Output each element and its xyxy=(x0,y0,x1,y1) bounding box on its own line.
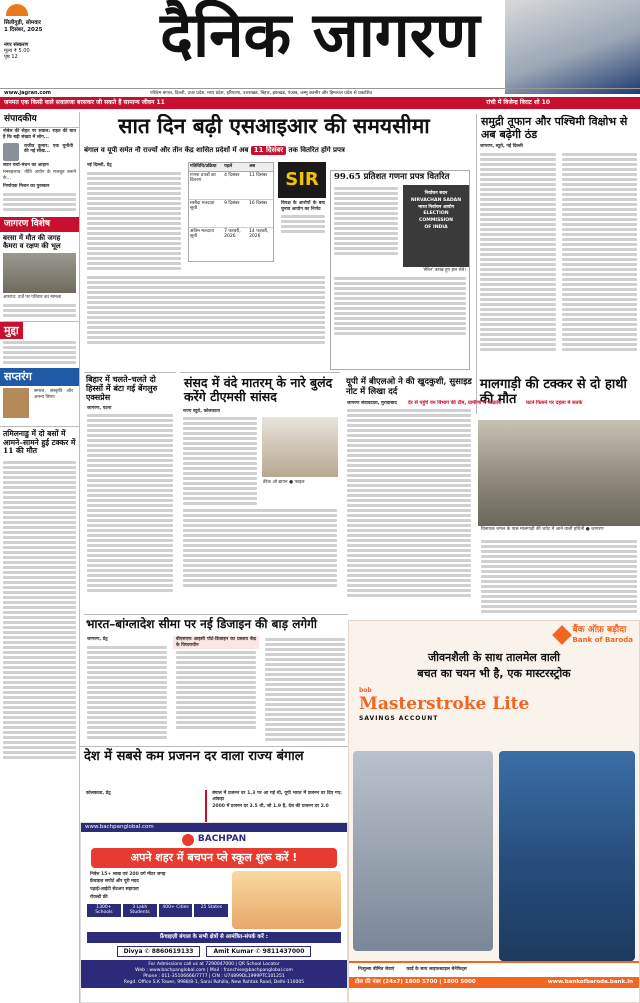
election-commission-sign: निर्वाचन सदन NIRVACHAN SADAN भारत निर्वाचन आयोग ELECTION COMMISSION OF INDIA xyxy=(403,185,469,267)
bob-product: Masterstroke Lite xyxy=(359,694,530,714)
bachpan-bullet: पढ़ाई/आईटी सेटअप सहायता xyxy=(90,887,139,893)
bob-perk: निःशुल्क बीमित सेवाएं xyxy=(358,967,395,972)
bachpan-bullet: फ्रेंचाइज़ सपोर्ट और पूरी मदद xyxy=(90,879,139,885)
table-row: मसौदा मतदाता सूची 9 दिसंबर 16 दिसंबर xyxy=(189,200,273,228)
elephant-photo-caption: विनायक जंगल के पास मालगाड़ी की चपेट में आने वाली हथिनी ● जागरण xyxy=(481,527,604,532)
editorial-item[interactable]: सदन चर्चा-मंथन का आहान xyxy=(3,162,49,168)
bob-tagline: जीवनशैली के साथ तालमेल वाली xyxy=(428,651,560,664)
elephant-headline[interactable]: मालगाड़ी की टक्कर से दो हाथी की मौत xyxy=(480,377,627,407)
editorial-item[interactable]: मनबहलाव: नीति अयोग के मजबूत बनाने के... xyxy=(3,170,76,182)
bob-scene-photo xyxy=(353,751,493,951)
derek-photo xyxy=(262,417,338,477)
bob-ad[interactable] xyxy=(348,620,640,1003)
fertility-stat: बंगाल में प्रजनन दर 1.3 पर आ गई थी, यूपी भारत में प्रजनन दर दिए गए: आंकड़ा xyxy=(212,791,342,802)
fertility-stat: 2000 में प्रजनन दर 3.5 थी, जो 1.9 है, देश की प्रजनन दर 2.0 xyxy=(212,804,329,810)
border-body xyxy=(84,636,348,744)
topbar-right[interactable]: रांची में विजेन्द्र विराट शो 10 xyxy=(486,99,550,106)
up-blo-dateline: जागरण संवाददाता, मुरादाबाद xyxy=(347,400,397,406)
bob-tagline: बचत का चयन भी है, एक मास्टरस्ट्रोक xyxy=(417,666,571,680)
bachpan-brand: BACHPAN xyxy=(197,834,247,845)
bob-product-small: bob xyxy=(359,686,372,694)
up-blo-headline[interactable]: यूपी में बीएलओ ने की खुदकुशी, सुसाइड नोट में लिखा दर्द xyxy=(346,377,472,397)
left-sidebar xyxy=(0,112,80,1003)
deadline-badge: 11 दिसंबर xyxy=(251,146,286,155)
bob-brand-hi: बैंक ऑफ़ बड़ौदा xyxy=(572,625,627,635)
columnist-photo xyxy=(3,143,19,161)
saptrang-photo xyxy=(3,388,29,418)
border-dateline: जागरण, प्रेट्र xyxy=(87,637,108,642)
sansad-story xyxy=(180,372,340,612)
bachpan-stat: 400+ Cities xyxy=(159,904,193,917)
edition-strip xyxy=(0,88,640,96)
lead-dateline: नई दिल्ली, प्रेट्र xyxy=(87,163,112,168)
bachpan-url[interactable]: www.bachpanglobal.com xyxy=(81,823,347,832)
editions-list: पश्चिम बंगाल, दिल्ली, उत्तर प्रदेश, मध्य प्रदेश, हरियाणा, उत्तराखंड, बिहार, झारखंड, पंजाब, जम्मू कश्मीर और हिमाचल प्रदेश से प्रकाशित xyxy=(150,90,373,96)
website[interactable]: www.jagran.com xyxy=(4,90,52,96)
bob-ambassador-photo xyxy=(499,751,635,961)
bob-site[interactable]: www.bankofbaroda.bank.in xyxy=(547,978,633,985)
bachpan-bullet: रॉयल्टी फ्री xyxy=(90,894,108,900)
bachpan-contact-title: फ्रैंचाइज़ी बंगाल के सभी क्षेत्रों से आमंत्रित-संपर्क करें : xyxy=(87,932,341,943)
table-header: पहले xyxy=(224,164,233,169)
table-row: अंतिम मतदाता सूची 7 फरवरी, 2026 14 फरवरी, 2026 xyxy=(190,228,269,240)
weather-dateline: जागरण, ब्यूरो, नई दिल्ली xyxy=(480,144,523,150)
bachpan-banner: अपने शहर में बचपन प्ले स्कूल शुरू करें ! xyxy=(91,848,337,868)
bachpan-bullet: निवेश 15+ लाख एवं 200 वर्ग मीटर जगह xyxy=(90,871,166,877)
editorial-item[interactable]: निर्णायक मिशन का पुरस्कार xyxy=(3,183,50,189)
table-row: गणना प्रपत्रों का वितरण 4 दिसंबर 11 दिसंबर xyxy=(189,172,273,200)
bachpan-stat: 25 States xyxy=(194,904,228,917)
editorial-item[interactable]: राजीव कुमार: एक चुनौती की नई सीख... xyxy=(24,143,73,155)
bihar-story xyxy=(84,372,176,612)
weather-headline[interactable]: समुद्री तूफान और पश्चिमी विक्षोभ से अब बढ़ेगी ठंड xyxy=(481,115,628,141)
sansad-photo-caption: डेरेक ओ ब्रायन ● फाइल xyxy=(263,480,305,486)
bob-product-sub: SAVINGS ACCOUNT xyxy=(359,715,439,723)
masthead-photo xyxy=(505,0,640,94)
masthead-title: दैनिक जागरण xyxy=(160,0,480,70)
editorial-title: संपादकीय xyxy=(0,112,79,128)
bachpan-stat: 3 Lakh Students xyxy=(123,904,157,917)
saptrang-label: सप्तरंग xyxy=(0,368,79,386)
border-headline[interactable]: भारत–बांग्लादेश सीमा पर नई डिजाइन की बाड़ लगेगी xyxy=(86,617,317,631)
masthead-info xyxy=(4,4,124,84)
info-photo-caption: 'सैरेल' उत्पन्न हुए हल लेते। xyxy=(422,267,466,273)
topbar-left[interactable]: जनमत एक किसी वाले सवालजा बरसकर जी सकते हैं सामान्य जीवन 11 xyxy=(4,99,165,106)
fertility-headline[interactable]: देश में सबसे कम प्रजनन दर वाला राज्य बंगाल xyxy=(84,749,304,764)
bob-brand-en: Bank of Baroda xyxy=(572,636,633,645)
bachpan-stat: 1300+ Schools xyxy=(87,904,121,917)
schedule-table xyxy=(188,162,274,262)
bachpan-footer: For Admissions call us at 7290047000 | QR School Locator Web : www.bachpanglobal.com | Mail : franchise@bachpanglobal.com Phone : 011-35106666/7777 | CIN : U74899DL1999PTC101251 Regd. Office S.K Tower, 9988/8-1, Sarai Rohilla, New Rohtak Road, Delhi-110005 xyxy=(81,960,347,988)
bachpan-kids-photo xyxy=(232,871,341,929)
lead-headline[interactable]: सात दिन बढ़ी एसआइआर की समयसीमा xyxy=(118,114,430,138)
tn-headline[interactable]: तमिलनाडु में दो बसों में आमने–सामने हुई टक्कर में 11 की मौत xyxy=(0,426,79,459)
topbar xyxy=(0,97,640,109)
jagran-vishesh-label: जागरण विशेष xyxy=(0,217,79,232)
info-box xyxy=(330,170,470,370)
price: मूल्य ₹ 5.00 xyxy=(4,48,30,54)
elephant-tag: देर से पहुंचे वन विभाग की टीम, ग्रामीणों में आक्रोश xyxy=(408,400,502,406)
lead-sub: बंगाल व यूपी समेत नौ राज्यों और तीन केंद्र शासित प्रदेशों में अब 11 दिसंबर तक वितरित होंगे प्रपत्र xyxy=(84,146,345,154)
elephant-tag: घटने फिसने पर दहला में सतर्क xyxy=(526,400,583,406)
bachpan-ad[interactable] xyxy=(80,822,348,1003)
mudda-label: मुद्दा xyxy=(0,322,23,340)
date-line: सिलीगुड़ी, सोमवार xyxy=(4,20,41,26)
bachpan-contact[interactable]: Amit Kumar ✆ 9811437000 xyxy=(206,946,311,958)
bihar-dateline: जागरण, पटना xyxy=(87,405,112,411)
lead-body xyxy=(84,162,184,272)
bihar-headline[interactable]: बिहार में चलते–चलते दो हिस्सों में बंटा गई बेंगलुरु एक्सप्रेस xyxy=(86,374,158,403)
sansad-headline[interactable]: संसद में वंदे मातरम् के नारे बुलंद करेंगे टीएमसी सांसद xyxy=(184,375,333,405)
bob-perk: कार्ड के साथ लाइफस्टाइल बेनेफिट्स xyxy=(406,967,467,972)
table-header: गतिविधि/प्रक्रिया xyxy=(190,164,217,169)
table-header: अब xyxy=(249,164,256,169)
sir-note: विपक्ष के आरोपों के बाद चुनाव आयोग का निर्णय xyxy=(281,201,325,212)
page-count: पृष्ठ 12 xyxy=(4,54,18,61)
sun-logo-icon xyxy=(6,4,28,16)
bachpan-logo-icon xyxy=(182,834,194,846)
info-headline[interactable]: 99.65 प्रतिशत गणना प्रपत्र वितरित xyxy=(334,172,450,182)
edition: नगर संस्करण xyxy=(4,41,29,48)
bachpan-contact[interactable]: Divya ✆ 8860619133 xyxy=(117,946,201,958)
border-box: बीएसएफ आइसी पोर्ट-डिजाइन का प्रस्ताव केंद्र के विचाराधीन xyxy=(173,636,259,649)
date: 1 दिसंबर, 2025 xyxy=(4,26,43,33)
weather-story xyxy=(476,114,640,414)
jv-sub: अपराध: दर्जे पर परिवार का मामला xyxy=(3,295,62,300)
elephant-photo xyxy=(478,420,640,526)
bob-helpline[interactable]: टोल फ्री नंबर (24x7) 1800 5700 | 1800 5000 xyxy=(355,978,476,985)
bob-logo-icon xyxy=(552,625,572,645)
saptrang-sub: समाज, संस्कृति और अनन्य विषय xyxy=(34,389,73,400)
sir-logo: SIR xyxy=(278,162,326,198)
jv-photo xyxy=(3,253,76,293)
editorial-item[interactable]: नोबेल की सेहत पर सवाल: राहत की बात है कि बड़ी संख्या में लोग... xyxy=(3,129,76,140)
jv-headline[interactable]: बरसा में मौत की जगह कैमरा व रक्षण की भूल xyxy=(3,232,61,250)
fertility-dateline: कोलकाता, प्रेट्र xyxy=(86,791,111,796)
sansad-dateline: राज्य ब्यूरो, कोलकाता xyxy=(183,408,220,414)
